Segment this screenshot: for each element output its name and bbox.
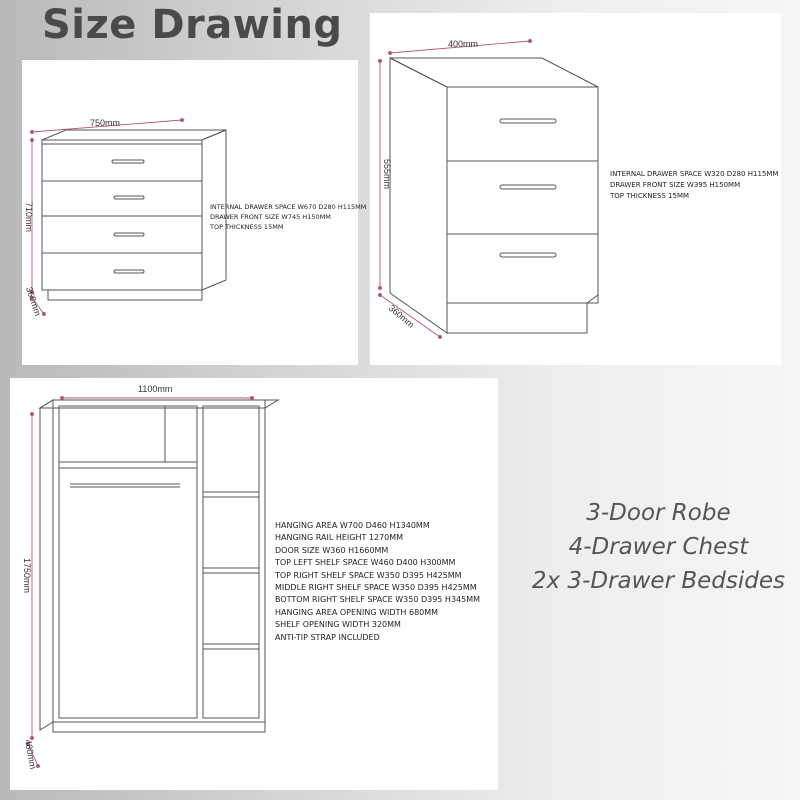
chest-handle-2 — [114, 196, 144, 199]
chest-drawer-4 — [42, 253, 202, 290]
robe-body — [53, 400, 265, 722]
caption-bedsides: 2x 3-Drawer Bedsides — [531, 568, 785, 594]
chest-plinth — [48, 290, 202, 300]
robe-spec-line: BOTTOM RIGHT SHELF SPACE W350 D395 H345MM — [275, 595, 481, 605]
chest-height-label: 710mm — [24, 202, 34, 233]
chest-spec-line: INTERNAL DRAWER SPACE W670 D280 H115MM — [210, 203, 367, 211]
bedside-spec-line: DRAWER FRONT SIZE W395 H150MM — [610, 180, 741, 189]
chest-depth-label: 360mm — [24, 285, 43, 318]
bedside-plinth — [447, 303, 587, 333]
bedside-drawer-3 — [447, 234, 598, 303]
caption-chest: 4-Drawer Chest — [568, 534, 749, 560]
bedside-spec-line: INTERNAL DRAWER SPACE W320 D280 H115MM — [610, 170, 779, 178]
chest-width-label: 750mm — [90, 118, 121, 128]
robe-spec-line: HANGING RAIL HEIGHT 1270MM — [275, 533, 404, 543]
bedside-panel — [370, 13, 781, 365]
robe-shelf-2 — [203, 568, 259, 573]
robe-spec-line: TOP RIGHT SHELF SPACE W350 D395 H425MM — [275, 570, 462, 580]
chest-specs — [210, 202, 366, 232]
bedside-handle-1 — [500, 119, 556, 123]
robe-shelf-1 — [203, 492, 259, 497]
robe-spec-line: HANGING AREA OPENING WIDTH 680MM — [275, 607, 439, 617]
robe-top-shelf — [59, 462, 197, 468]
robe-left-side — [40, 400, 53, 730]
chest-spec-line: DRAWER FRONT SIZE W745 H150MM — [210, 213, 331, 222]
robe-inner-right — [203, 406, 259, 718]
robe-spec-line: MIDDLE RIGHT SHELF SPACE W350 D395 H425MM — [275, 582, 477, 592]
robe-depth-label: 480mm — [23, 738, 39, 770]
bedside-top — [390, 58, 598, 87]
robe-spec-line: ANTI-TIP STRAP INCLUDED — [275, 632, 380, 642]
chest-drawer-3 — [42, 216, 202, 253]
robe-height-label: 1750mm — [22, 558, 32, 594]
robe-top — [40, 400, 278, 408]
chest-handle-1 — [112, 160, 144, 163]
bedside-specs — [610, 169, 778, 202]
robe-specs — [275, 520, 480, 644]
bedside-depth-label: 360mm — [386, 302, 417, 330]
chest-top — [42, 130, 226, 140]
bedside-drawer-2 — [447, 161, 598, 234]
bedside-handle-3 — [500, 253, 556, 257]
robe-spec-line: HANGING AREA W700 D460 H1340MM — [275, 521, 430, 530]
robe-plinth — [53, 722, 265, 732]
bedside-handle-2 — [500, 185, 556, 189]
bedside-height-label: 555mm — [382, 159, 392, 190]
robe-inner-left — [59, 406, 197, 718]
chest-handle-3 — [114, 233, 144, 236]
robe-panel — [10, 378, 498, 790]
bedside-width-label: 400mm — [448, 39, 479, 49]
page-heading: Size Drawing — [42, 2, 343, 48]
chest-panel — [22, 60, 367, 365]
chest-handle-4 — [114, 270, 144, 273]
robe-spec-line: TOP LEFT SHELF SPACE W460 D400 H300MM — [275, 558, 456, 568]
robe-spec-line: DOOR SIZE W360 H1660MM — [275, 545, 389, 555]
robe-width-label: 1100mm — [138, 384, 173, 394]
product-set-caption — [532, 496, 785, 598]
caption-robe: 3-Door Robe — [586, 500, 731, 526]
chest-spec-line: TOP THICKNESS 15MM — [210, 223, 284, 232]
bedside-side — [390, 58, 447, 333]
robe-spec-line: SHELF OPENING WIDTH 320MM — [275, 620, 401, 630]
robe-shelf-3 — [203, 644, 259, 649]
bedside-spec-line: TOP THICKNESS 15MM — [610, 191, 690, 200]
bedside-drawer-1 — [447, 87, 598, 161]
